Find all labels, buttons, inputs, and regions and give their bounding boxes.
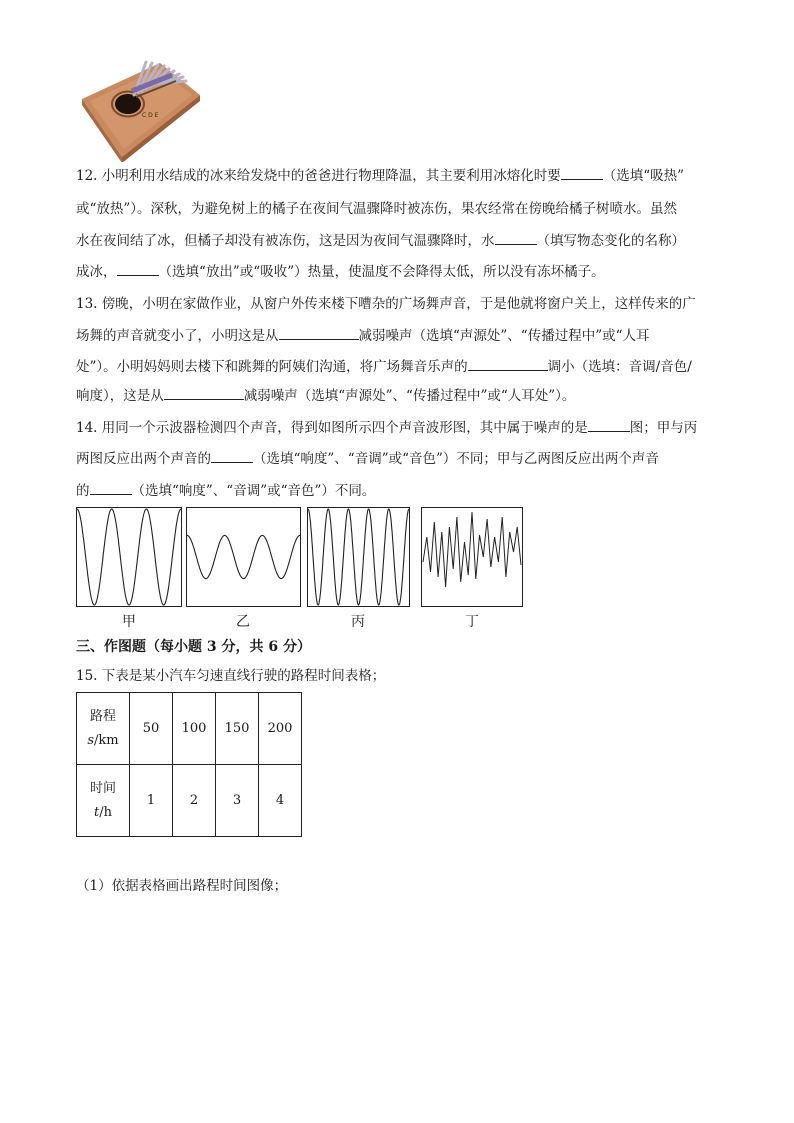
row-header (77, 765, 130, 837)
q12-text: （选填“放出”或“吸收”）热量，使温度不会降得太低，所以没有冻坏橘子。 (158, 264, 605, 280)
table-cell: 1 (130, 765, 173, 837)
q13-line-1 (76, 296, 696, 312)
q12-line-1 (76, 167, 684, 184)
answer-blank[interactable] (279, 327, 359, 340)
answer-blank[interactable] (495, 232, 537, 245)
section-heading: 三、作图题（每小题 3 分，共 6 分） (76, 639, 311, 655)
waveform-ding (421, 507, 523, 607)
q14-text: 两图反应出两个声音的 (76, 451, 211, 467)
q13-text: 场舞的声音就变小了，小明这是从 (76, 328, 279, 344)
q12-text: 12. 小明利用水结成的冰来给发烧中的爸爸进行物理降温，其主要利用冰熔化时要 (76, 168, 561, 184)
q12-line-4 (76, 263, 605, 280)
q13-line-2 (76, 327, 650, 344)
q14-line-3 (76, 482, 375, 499)
table-cell: 50 (130, 693, 173, 765)
unit-symbol: s (87, 732, 95, 748)
q13-text: 调小（选填：音调/音色/ (547, 359, 692, 375)
q13-text: 减弱噪声（选填“声源处”、“传播过程中”或“人耳 (358, 328, 650, 344)
table-cell: 200 (259, 693, 302, 765)
table-row (77, 765, 302, 837)
q12-text: 水在夜间结了冰，但橘子却没有被冻伤，这是因为夜间气温骤降时，水 (76, 233, 495, 249)
waveform-bing (307, 507, 410, 607)
svg-text:C D E: C D E (142, 112, 159, 119)
q14-text: 14. 用同一个示波器检测四个声音，得到如图所示四个声音波形图，其中属于噪声的是 (76, 420, 588, 436)
answer-blank[interactable] (211, 450, 253, 463)
answer-blank[interactable] (117, 263, 159, 276)
unit-symbol: t (94, 804, 100, 820)
answer-blank[interactable] (561, 167, 603, 180)
waveform-jia (76, 507, 182, 607)
table-row (77, 693, 302, 765)
q12-line-2 (76, 201, 677, 217)
q12-line-3 (76, 232, 685, 249)
q12-text: （选填“吸热” (602, 168, 685, 184)
waveform-label: 甲 (122, 614, 136, 630)
q14-text: 的 (76, 483, 90, 499)
unit-text: /h (99, 804, 112, 820)
q12-text: 或“放热”）。深秋，为避免树上的橘子在夜间气温骤降时被冻伤，果农经常在傍晚给橘子树喷水。虽然 (76, 201, 678, 217)
waveform-label: 丙 (351, 614, 365, 630)
row-header (77, 693, 130, 765)
header-label: 路程 (89, 708, 116, 724)
waveform-label: 乙 (236, 614, 250, 630)
answer-blank[interactable] (90, 482, 132, 495)
table-cell: 150 (216, 693, 259, 765)
waveform-yi (186, 507, 301, 607)
table-cell: 4 (259, 765, 302, 837)
answer-blank[interactable] (468, 358, 548, 371)
answer-blank[interactable] (588, 419, 630, 432)
q14-line-2 (76, 450, 659, 467)
q15-intro: 15. 下表是某小汽车匀速直线行驶的路程时间表格； (76, 668, 386, 684)
q13-text: 处”）。小明妈妈则去楼下和跳舞的阿姨们沟通，将广场舞音乐声的 (76, 359, 468, 375)
unit-text: /km (94, 732, 119, 748)
q13-text: 13. 傍晚，小明在家做作业，从窗户外传来楼下嘈杂的广场舞声音，于是他就将窗户关上，这样传来的广 (76, 296, 696, 312)
q12-text: 成冰， (76, 264, 117, 280)
q14-text: （选填“响度”、“音调”或“音色”）不同。 (131, 483, 376, 499)
kalimba-image (76, 57, 206, 162)
q12-text: （填写物态变化的名称） (536, 233, 685, 249)
table-cell: 2 (173, 765, 216, 837)
q13-line-4 (76, 387, 575, 404)
table-cell: 100 (173, 693, 216, 765)
q13-text: 减弱噪声（选填“声源处”、“传播过程中”或“人耳处”）。 (243, 388, 576, 404)
q14-line-1 (76, 419, 697, 436)
distance-time-table (76, 692, 302, 837)
q13-text: 响度），这是从 (76, 388, 164, 404)
header-unit (77, 729, 129, 753)
q13-line-3 (76, 358, 692, 375)
header-label: 时间 (89, 780, 116, 796)
q14-text: （选填“响度”、“音调”或“音色”）不同；甲与乙两图反应出两个声音 (253, 451, 659, 467)
header-unit (77, 801, 129, 825)
table-cell: 3 (216, 765, 259, 837)
q14-text: 图；甲与丙 (629, 420, 698, 436)
q15-sub1: （1）依据表格画出路程时间图像； (76, 878, 288, 894)
waveform-label: 丁 (465, 614, 479, 630)
answer-blank[interactable] (164, 387, 244, 400)
